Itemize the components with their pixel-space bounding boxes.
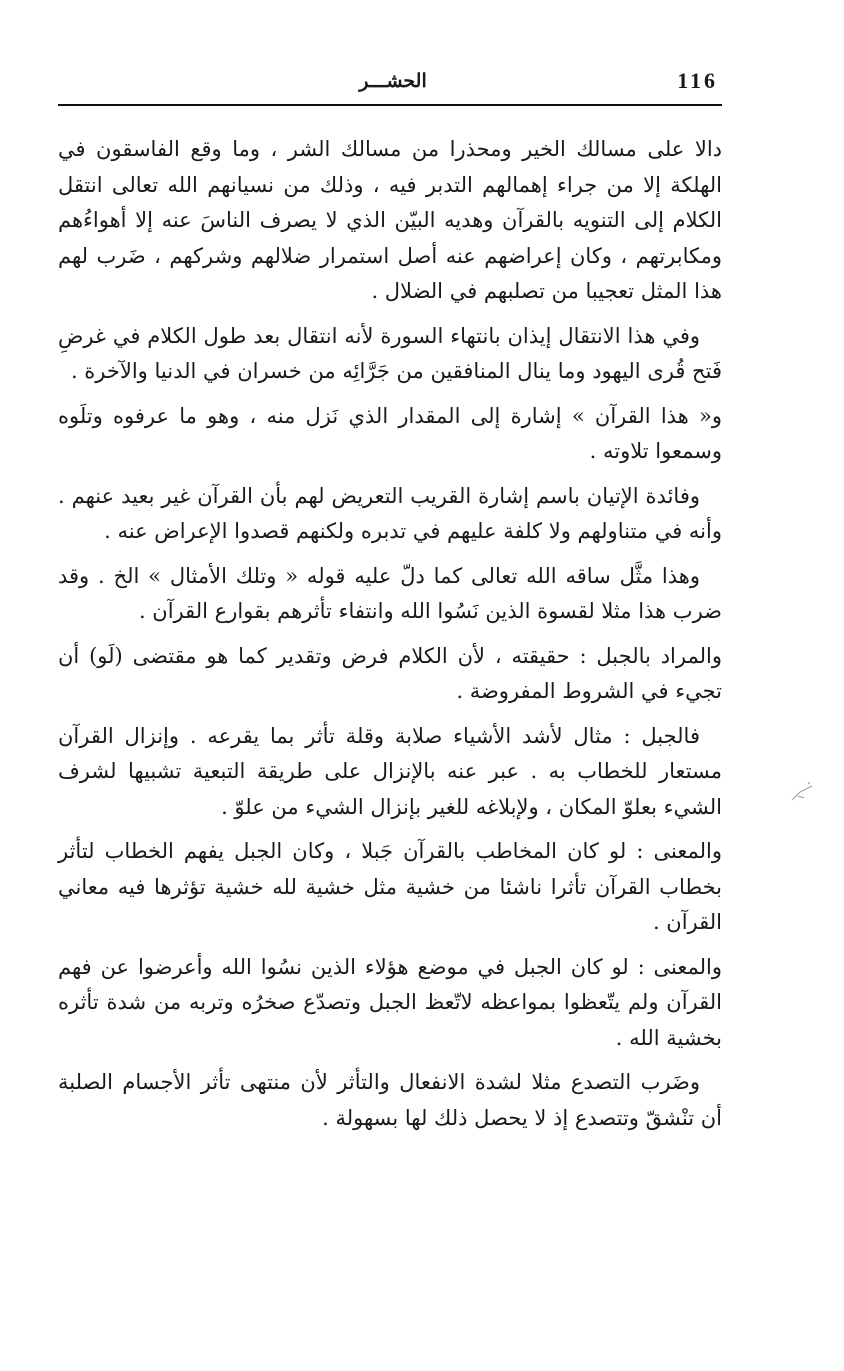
page-header [58,66,722,100]
paragraph: وهذا مثَّل ساقه الله تعالى كما دلّ عليه قوله « وتلك الأمثال » الخ . وقد ضرب هذا مثلا لقسوة الذين نَسُوا الله وانتفاء تأثرهم بقوارع القرآن . [58,563,722,623]
paragraph: و« هذا القرآن » إشارة إلى المقدار الذي نَزل منه ، وهو ما عرفوه وتلَوه وسمعوا تلاوته . [58,403,722,463]
paragraph: وفي هذا الانتقال إيذان بانتهاء السورة لأنه انتقال بعد طول الكلام في غرضِ فَتح قُرى اليهود وما ينال المنافقين من جَرَّائِه من خسران في الدنيا والآخرة . [58,323,722,383]
page-number: 116 [677,68,718,93]
paragraph: وفائدة الإتيان باسم إشارة القريب التعريض لهم بأن القرآن غير بعيد عنهم . وأنه في متناولهم ولا كلفة عليهم في تدبره ولكنهم قصدوا الإعراض عنه . [58,483,722,543]
paragraph: والمعنى : لو كان المخاطب بالقرآن جَبلا ، وكان الجبل يفهم الخطاب لتأثر بخطاب القرآن تأثرا ناشئا من خشية مثل خشية لله خشية تؤثرها فيه معاني القرآن . [58,839,722,934]
header-rule [58,104,722,106]
paragraph: والمراد بالجبل : حقيقته ، لأن الكلام فرض وتقدير كما هو مقتضى (لَو) أن تجيء في الشروط المفروضة . [58,643,722,703]
paragraph: دالا على مسالك الخير ومحذرا من مسالك الشر ، وما وقع الفاسقون في الهلكة إلا من جراء إهمالهم التدبر فيه ، وذلك من نسيانهم الله تعالى انتقل الكلام إلى التنويه بالقرآن وهديه البيّن الذي لا يصرف الناسَ عنه إلا أهواءُهم ومكابرتهم ، وكان إعراضهم عنه أصل استمرار ضلالهم وشركهم ، ضَرب لهم هذا المثل تعجيبا من تصلبهم في الضلال . [58,137,722,303]
paragraph: والمعنى : لو كان الجبل في موضع هؤلاء الذين نسُوا الله وأعرضوا عن فهم القرآن ولم يتّعظوا بمواعظه لاتّعظ الجبل وتصدّع صخرُه وتربه من شدة تأثره بخشية الله . [58,954,722,1050]
paragraph: فالجبل : مثال لأشد الأشياء صلابة وقلة تأثر بما يقرعه . وإنزال القرآن مستعار للخطاب به . عبر عنه بالإنزال على طريقة التبعية تشبيها لشرف الشيء بعلوّ المكان ، ولإبلاغه للغير بإنزال الشيء من علوّ . [58,723,722,819]
paragraph: وضَرب التصدع مثلا لشدة الانفعال والتأثر لأن منتهى تأثر الأجسام الصلبة أن تنْشقّ وتتصدع إذ لا يحصل ذلك لها بسهولة . [58,1070,722,1130]
margin-smudge [790,780,816,804]
body-text [58,132,722,1145]
running-title: الحشـــر [359,70,427,92]
